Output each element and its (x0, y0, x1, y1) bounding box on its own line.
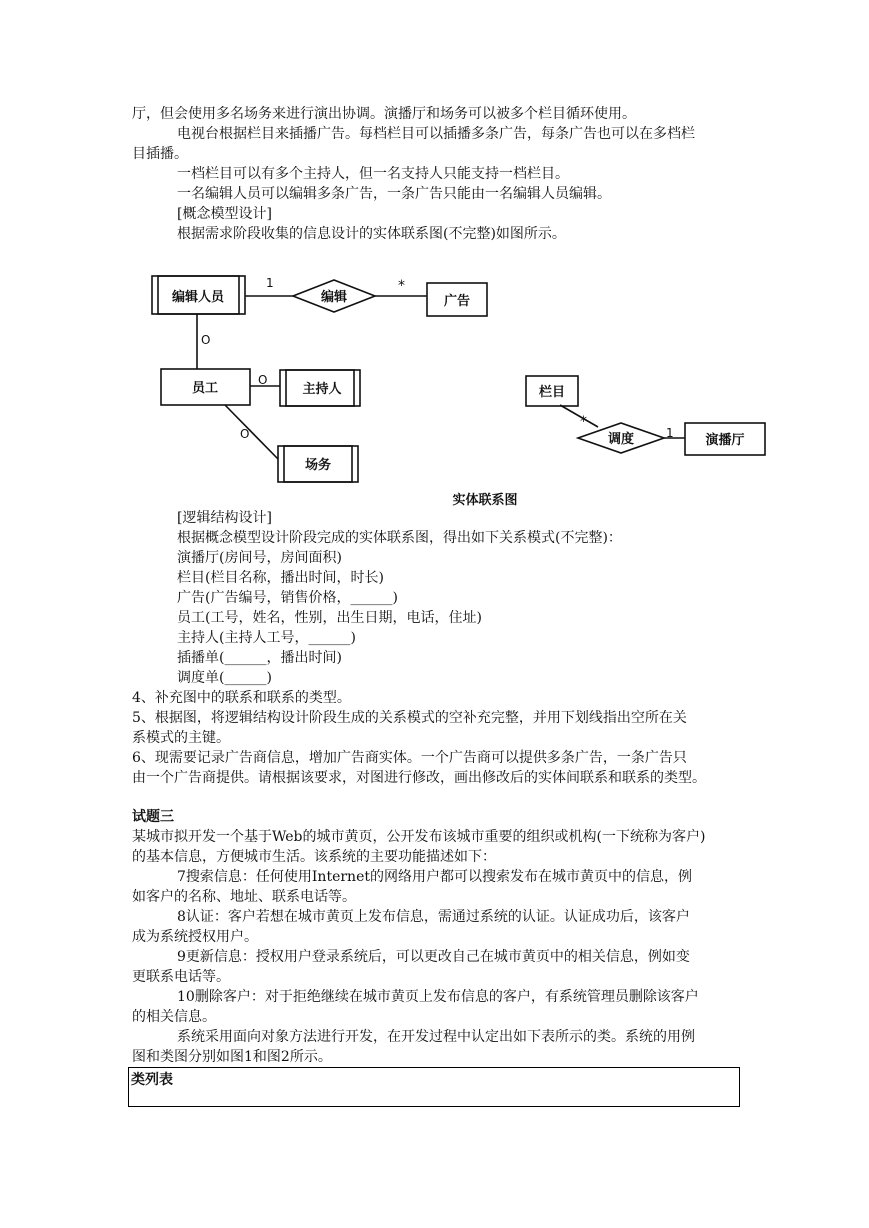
relation-edit (293, 280, 375, 312)
text-line: 系统采用面向对象方法进行开发，在开发过程中认定出如下表所示的类。系统的用例 (177, 1029, 695, 1045)
card-schedule-studio: 1 (666, 426, 674, 440)
entity-editor-label: 编辑人员 (171, 290, 225, 305)
text-line: 目插播。 (132, 146, 188, 162)
text-line: 10删除客户：对于拒绝继续在城市黄页上发布信息的客户，有系统管理员删除该客户 (177, 989, 699, 1005)
entity-column-label: 栏目 (538, 385, 566, 400)
entity-staff-label: 场务 (304, 458, 332, 473)
section-heading: [概念模型设计] (177, 206, 272, 222)
section-heading: [逻辑结构设计] (177, 510, 272, 526)
relation-schedule (578, 423, 664, 453)
schema-line: 插播单(______，播出时间) (177, 650, 342, 666)
text-line: 一名编辑人员可以编辑多条广告，一条广告只能由一名编辑人员编辑。 (177, 186, 611, 202)
card-editor-edit: 1 (266, 276, 274, 290)
text-line: 更联系电话等。 (132, 969, 230, 985)
entity-ad-label: 广告 (443, 294, 471, 309)
class-list-table (128, 1067, 740, 1107)
text-line: 根据需求阶段收集的信息设计的实体联系图(不完整)如图所示。 (177, 226, 566, 242)
text-line: 图和类图分别如图1和图2所示。 (132, 1049, 332, 1065)
text-line: 厅，但会使用多名场务来进行演出协调。演播厅和场务可以被多个栏目循环使用。 (132, 106, 636, 122)
relation-edit-label: 编辑 (320, 290, 348, 305)
entity-host-label: 主持人 (302, 382, 342, 397)
text-line: 8认证：客户若想在城市黄页上发布信息，需通过系统的认证。认证成功后，该客户 (177, 909, 690, 925)
question-6-cont: 由一个广告商提供。请根据该要求，对图进行修改，画出修改后的实体间联系和联系的类型。 (132, 770, 706, 786)
question-5-cont: 系模式的主键。 (132, 730, 230, 746)
problem-heading: 试题三 (132, 809, 174, 825)
text-line: 的相关信息。 (132, 1009, 216, 1025)
edge-employee-staff (225, 405, 278, 459)
schema-line: 员工(工号，姓名，性别，出生日期，电话，住址) (177, 610, 482, 626)
card-edit-ad: * (398, 278, 405, 294)
card-column-schedule: * (580, 414, 587, 430)
text-line: 的基本信息，方便城市生活。该系统的主要功能描述如下： (132, 849, 496, 865)
schema-line: 栏目(栏目名称，播出时间，时长) (177, 570, 384, 586)
text-line: 如客户的名称、地址、联系电话等。 (132, 889, 356, 905)
text-line: 电视台根据栏目来插播广告。每档栏目可以插播多条广告，每条广告也可以在多档栏 (177, 126, 695, 142)
entity-employee (161, 369, 250, 405)
schema-line: 广告(广告编号，销售价格，______) (177, 590, 398, 606)
entity-column (526, 376, 578, 406)
entity-employee-label: 员工 (191, 381, 219, 396)
schema-line: 调度单(______) (177, 670, 272, 686)
card-employee-host: O (258, 373, 268, 387)
entity-ad (427, 283, 487, 316)
question-6: 6、现需要记录广告商信息，增加广告商实体。一个广告商可以提供多条广告，一条广告只 (132, 750, 687, 766)
entity-studio (685, 423, 765, 455)
question-4: 4、补充图中的联系和联系的类型。 (132, 690, 351, 706)
entity-studio-label: 演播厅 (705, 433, 745, 448)
entity-staff (278, 446, 358, 482)
text-line: 7搜索信息：任何使用Internet的网络用户都可以搜索发布在城市黄页中的信息，例 (177, 869, 692, 885)
text-line: 一档栏目可以有多个主持人，但一名支持人只能支持一档栏目。 (177, 166, 569, 182)
diagram-caption: 实体联系图 (452, 493, 518, 508)
relation-schedule-label: 调度 (607, 432, 635, 447)
text-line: 成为系统授权用户。 (132, 929, 258, 945)
entity-host (280, 370, 360, 406)
text-line: 某城市拟开发一个基于Web的城市黄页，公开发布该城市重要的组织或机构(一下统称为客户) (132, 829, 706, 845)
edge-column-schedule (560, 405, 598, 427)
card-editor-employee: O (201, 333, 211, 347)
schema-line: 主持人(主持人工号，______) (177, 630, 356, 646)
text-line: 根据概念模型设计阶段完成的实体联系图，得出如下关系模式(不完整)： (177, 530, 622, 546)
question-5: 5、根据图，将逻辑结构设计阶段生成的关系模式的空补充完整，并用下划线指出空所在关 (132, 710, 687, 726)
er-diagram (150, 262, 790, 512)
table-title: 类列表 (131, 1072, 173, 1088)
text-line: 9更新信息：授权用户登录系统后，可以更改自己在城市黄页中的相关信息，例如变 (177, 949, 690, 965)
schema-line: 演播厅(房间号，房间面积) (177, 550, 342, 566)
card-employee-staff: O (240, 427, 250, 441)
entity-editor (152, 276, 245, 314)
